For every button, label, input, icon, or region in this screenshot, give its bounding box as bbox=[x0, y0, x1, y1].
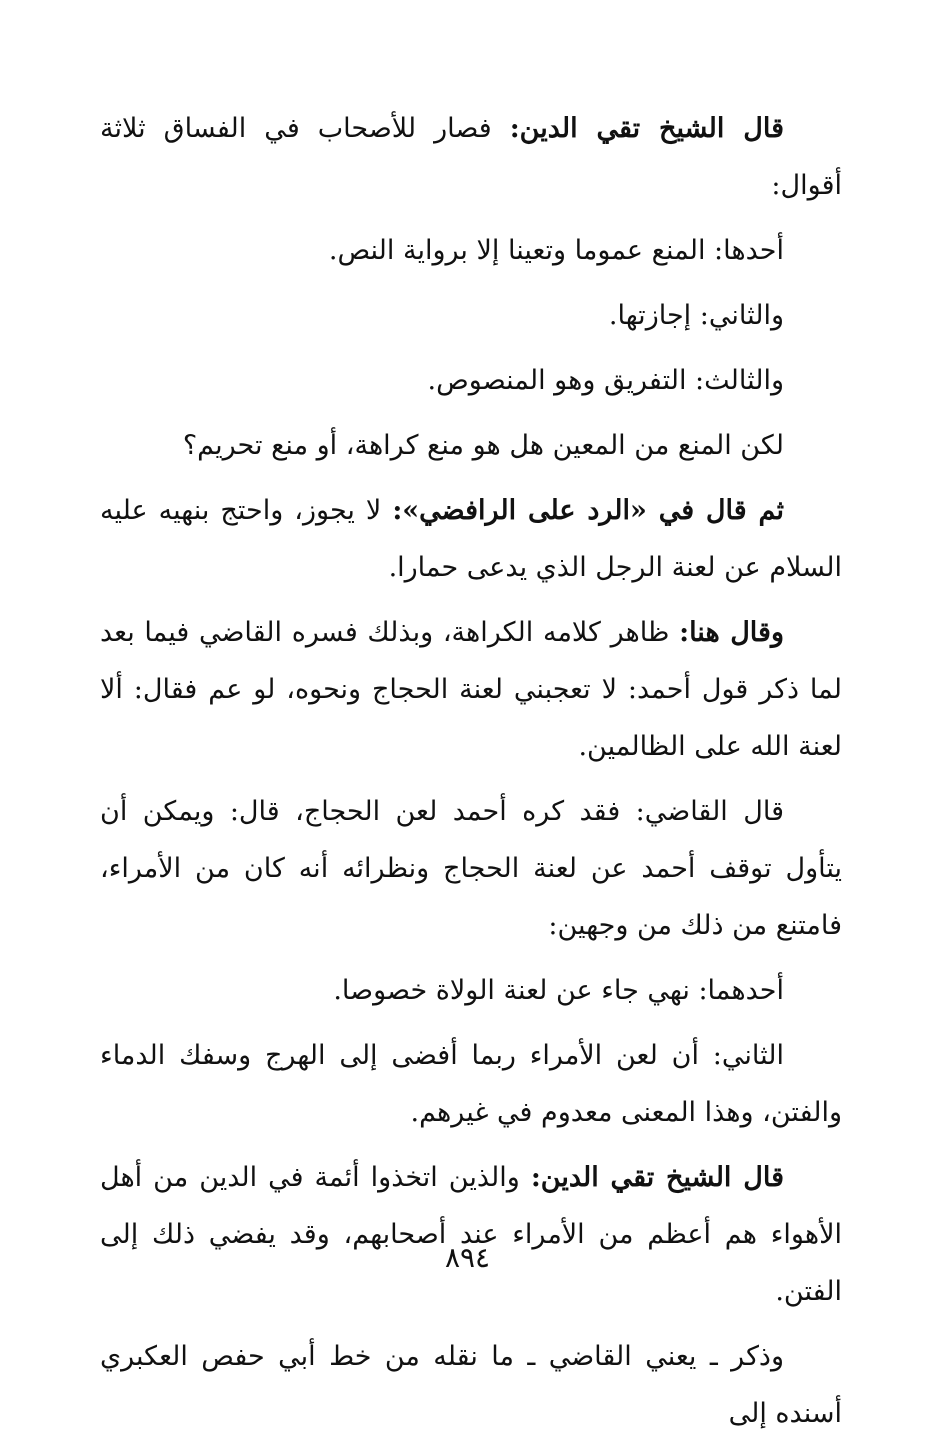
paragraph-text: الثاني: أن لعن الأمراء ربما أفضى إلى الهرج وسفك الدماء والفتن، وهذا المعنى معدوم في غيرهم. bbox=[100, 1040, 842, 1128]
paragraph-8 bbox=[100, 783, 842, 954]
paragraph-text: والثالث: التفريق وهو المنصوص. bbox=[427, 365, 784, 396]
paragraph-5 bbox=[100, 417, 842, 474]
bold-lead: وقال هنا: bbox=[679, 617, 784, 648]
paragraph-2 bbox=[100, 222, 842, 279]
paragraph-10 bbox=[100, 1027, 842, 1141]
bold-lead: قال الشيخ تقي الدين: bbox=[530, 1162, 784, 1193]
paragraph-7 bbox=[100, 604, 842, 775]
paragraph-1 bbox=[100, 100, 842, 214]
paragraph-text: ظاهر كلامه الكراهة، وبذلك فسره القاضي فيما بعد لما ذكر قول أحمد: لا تعجبني لعنة الحجاج ونحوه، لو عم فقال: ألا لعنة الله على الظالمين. bbox=[100, 617, 842, 762]
paragraph-text: أحدهما: نهي جاء عن لعنة الولاة خصوصا. bbox=[333, 975, 784, 1006]
paragraph-text: لكن المنع من المعين هل هو منع كراهة، أو منع تحريم؟ bbox=[182, 430, 784, 461]
paragraph-text: أحدها: المنع عموما وتعينا إلا برواية النص. bbox=[328, 235, 784, 266]
paragraph-text: فصار للأصحاب في الفساق ثلاثة أقوال: bbox=[100, 113, 842, 201]
paragraph-4 bbox=[100, 352, 842, 409]
paragraph-text: وذكر ـ يعني القاضي ـ ما نقله من خط أبي حفص العكبري أسنده إلى bbox=[100, 1341, 842, 1429]
paragraph-6 bbox=[100, 482, 842, 596]
paragraph-9 bbox=[100, 962, 842, 1019]
bold-lead: قال الشيخ تقي الدين: bbox=[509, 113, 784, 144]
paragraph-text: والذين اتخذوا أئمة في الدين من أهل الأهواء هم أعظم من الأمراء عند أصحابهم، وقد يفضي ذلك إلى الفتن. bbox=[100, 1162, 842, 1307]
paragraph-11 bbox=[100, 1149, 842, 1320]
paragraph-text: قال القاضي: فقد كره أحمد لعن الحجاج، قال: ويمكن أن يتأول توقف أحمد عن لعنة الحجاج ونظرائه أنه كان من الأمراء، فامتنع من ذلك من وجهين: bbox=[100, 796, 842, 941]
paragraph-12 bbox=[100, 1328, 842, 1442]
bold-lead: ثم قال في «الرد على الرافضي»: bbox=[392, 495, 784, 526]
paragraph-text: لا يجوز، واحتج بنهيه عليه السلام عن لعنة الرجل الذي يدعى حمارا. bbox=[100, 495, 842, 583]
page-number: ٨٩٤ bbox=[444, 1241, 491, 1274]
paragraph-3 bbox=[100, 287, 842, 344]
paragraph-text: والثاني: إجازتها. bbox=[608, 300, 784, 331]
